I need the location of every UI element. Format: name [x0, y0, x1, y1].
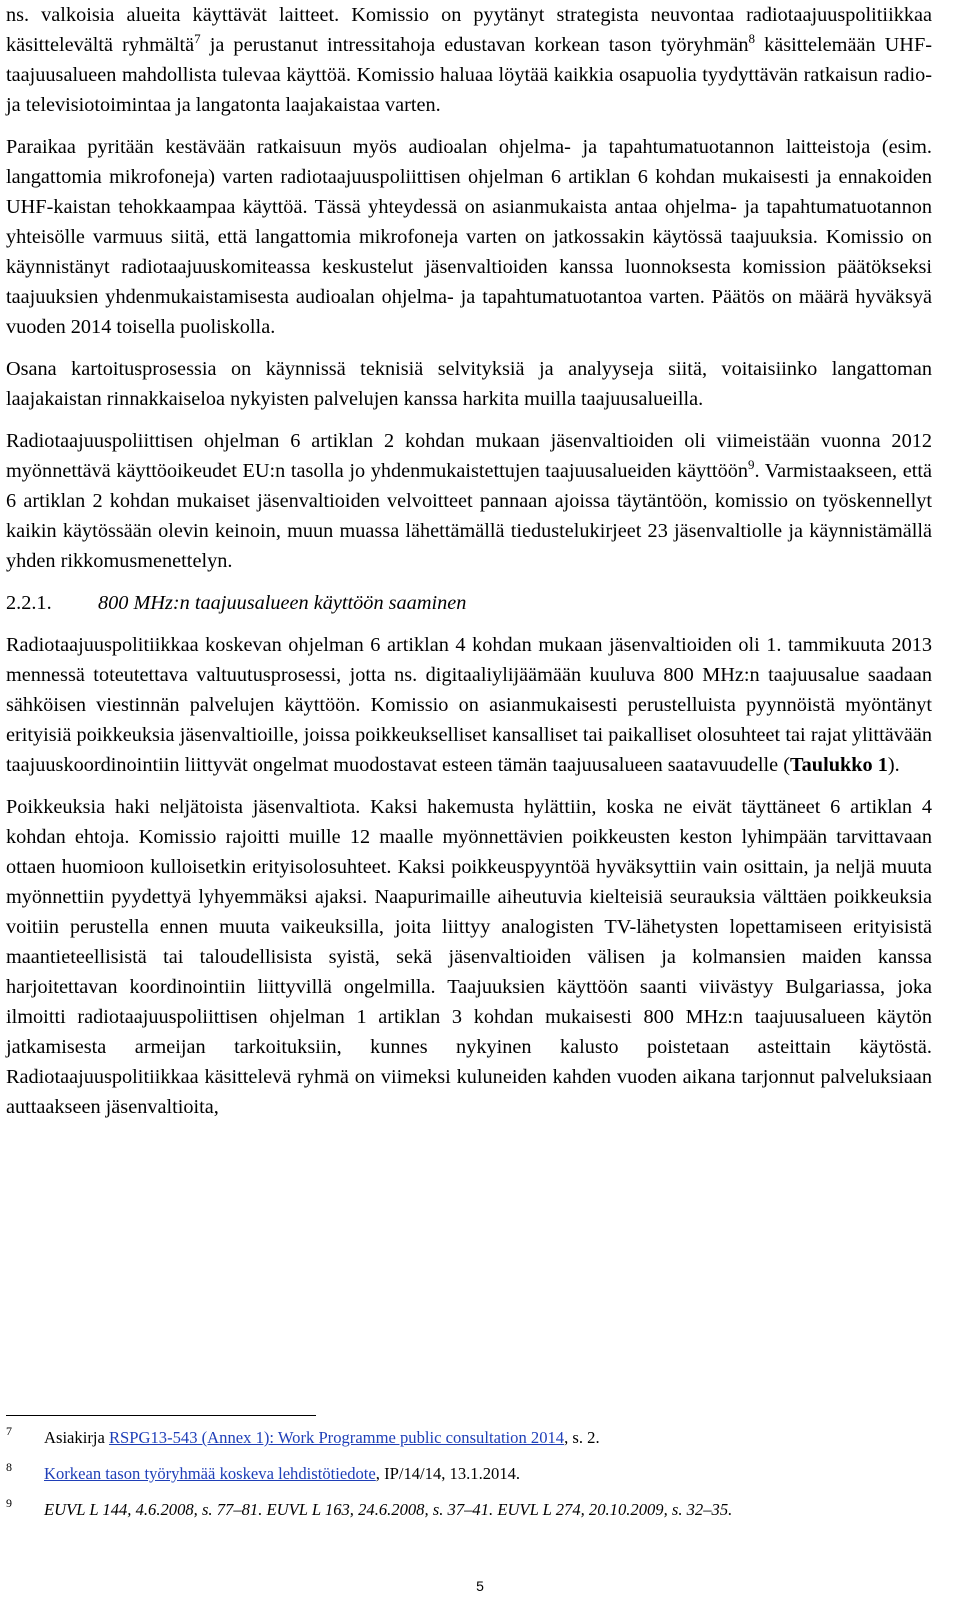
footnote-9	[6, 1497, 932, 1523]
footnote-prefix: Asiakirja	[44, 1428, 109, 1447]
paragraph-4	[6, 426, 932, 576]
footnote-ref-8[interactable]: 8	[748, 31, 756, 47]
footnote-7	[6, 1425, 932, 1451]
footnote-mark: 7	[6, 1424, 12, 1438]
paragraph-5-text-end: ).	[887, 754, 900, 776]
section-heading	[6, 588, 932, 618]
paragraph-4-text: Radiotaajuuspoliittisen ohjelman 6 artiklan 2 kohdan mukaan jäsenvaltioiden oli viimeistään vuonna 2012 myönnettävä käyttöoikeudet EU:n tasolla jo yhdenmukaistettujen taajuusalueiden käyttöön	[6, 430, 932, 482]
footnote-ref-9[interactable]: 9	[748, 457, 755, 473]
footnote-link-rspg[interactable]: RSPG13-543 (Annex 1): Work Programme public consultation 2014	[108, 1428, 565, 1447]
footnotes	[6, 1425, 932, 1533]
paragraph-1	[6, 0, 932, 120]
footnote-body	[44, 1461, 932, 1487]
paragraph-4-text-end: . Varmistaakseen, että 6 artiklan 2 kohdan mukaiset jäsenvaltioiden velvoitteet pannaan ajoissa täytäntöön, komissio on työskennellyt kaikin käytössään olevin keinoin, muun muassa lähettämällä tiedustelukirjeet 23 jäsenvaltiolle ja käynnistämällä yhden rikkomusmenettelyn.	[6, 460, 932, 572]
footnote-8	[6, 1461, 932, 1487]
footnote-suffix: , s. 2.	[564, 1428, 600, 1447]
paragraph-5	[6, 630, 932, 780]
paragraph-1-text: ns. valkoisia alueita käyttävät laitteet. Komissio on pyytänyt strategista neuvontaa radiotaajuuspolitiikkaa käsittelevältä ryhmältä	[6, 4, 932, 56]
footnote-body: EUVL L 144, 4.6.2008, s. 77–81. EUVL L 163, 24.6.2008, s. 37–41. EUVL L 274, 20.10.2009, s. 32–35.	[44, 1500, 733, 1519]
section-title: 800 MHz:n taajuusalueen käyttöön saaminen	[98, 592, 467, 614]
footnote-body	[44, 1425, 932, 1451]
footnote-suffix: , IP/14/14, 13.1.2014.	[375, 1464, 521, 1483]
section-number: 2.2.1.	[6, 592, 52, 614]
paragraph-3: Osana kartoitusprosessia on käynnissä teknisiä selvityksiä ja analyyseja siitä, voitaisiinko langattoman laajakaistan rinnakkaiseloa nykyisten palvelujen kanssa harkita muilla taajuusalueilla.	[6, 358, 932, 410]
footnote-mark: 9	[6, 1496, 12, 1510]
footnote-mark: 8	[6, 1460, 12, 1474]
document-body	[6, 0, 932, 1134]
paragraph-1-text-mid: ja perustanut intressitahoja edustavan korkean tason työryhmän	[200, 34, 749, 56]
paragraph-1-text-end: käsittelemään UHF-taajuusalueen mahdollista tulevaa käyttöä. Komissio haluaa löytää kaikkia osapuolia tyydyttävän ratkaisun radio- ja televisiotoimintaa ja langatonta laajakaistaa varten.	[6, 34, 932, 116]
page-number: 5	[476, 1578, 484, 1594]
paragraph-5-text: Radiotaajuuspolitiikkaa koskevan ohjelman 6 artiklan 4 kohdan mukaan jäsenvaltioiden oli 1. tammikuuta 2013 mennessä toteutettava valtuutusprosessi, jotta ns. digitaaliylijäämään kuuluva 800 MHz:n taajuusalue saadaan sähköisen viestinnän palvelujen käyttöön. Komissio on asianmukaisesti perustelluista pyynnöistä myöntänyt erityisiä poikkeuksia jäsenvaltioille, joissa poikkeukselliset kansalliset tai paikalliset olosuhteet tai rajat ylittävään taajuuskoordinointiin liittyvät ongelmat muodostavat esteen tämän taajuusalueen saatavuudelle (	[6, 634, 932, 776]
paragraph-2: Paraikaa pyritään kestävään ratkaisuun myös audioalan ohjelma- ja tapahtumatuotannon laitteistoja (esim. langattomia mikrofoneja) varten radiotaajuuspoliittisen ohjelman 6 artiklan 6 kohdan mukaisesti ja ennakoiden UHF-kaistan tehokkaampaa käyttöä. Tässä yhteydessä on asianmukaista antaa ohjelma- ja tapahtumatuotannon yhteisölle varmuus siitä, että langattomia mikrofoneja varten on jatkossakin käytössä taajuuksia. Komissio on käynnistänyt radiotaajuuskomiteassa keskustelut jäsenvaltioiden kanssa luonnoksesta komission päätökseksi taajuuksien yhdenmukaistamisesta audioalan ohjelma- ja tapahtumatuotantoa varten. Päätös on määrä hyväksyä vuoden 2014 toisella puoliskolla.	[6, 136, 932, 338]
footnote-ref-7[interactable]: 7	[194, 31, 201, 47]
footnote-link-press-release[interactable]: Korkean tason työryhmää koskeva lehdistötiedote	[44, 1464, 376, 1483]
paragraph-6: Poikkeuksia haki neljätoista jäsenvaltiota. Kaksi hakemusta hylättiin, koska ne eivät täyttäneet 6 artiklan 4 kohdan ehtoja. Komissio rajoitti muille 12 maalle myönnettävien poikkeusten keston lyhimpään tarvittavaan ottaen huomioon kulloisetkin erityisolosuhteet. Kaksi poikkeuspyyntöä hyväksyttiin vain osittain, ja neljä muuta myönnettiin pyydettyä lyhyemmäksi ajaksi. Naapurimaille aiheutuvia kielteisiä seurauksia välttäen poikkeuksia voitiin perustella ennen muuta vaikeuksilla, joita liittyy analogisten TV-lähetysten lopettamiseen erityisistä maantieteellisistä tai taloudellisista syistä, sekä jäsenvaltioiden välisen ja kolmansien maiden kanssa harjoitettavan koordinointiin liittyvillä ongelmilla. Taajuuksien käyttöön saanti viivästyy Bulgariassa, joka ilmoitti radiotaajuuspoliittisen ohjelman 1 artiklan 3 kohdan mukaisesti 800 MHz:n taajuusalueen käytön jatkamisesta armeijan tarkoituksiin, kunnes nykyinen kalusto poistetaan asteittain käytöstä. Radiotaajuuspolitiikkaa käsittelevä ryhmä on viimeksi kuluneiden kahden vuoden aikana tarjonnut palveluksiaan auttaakseen jäsenvaltioita,	[6, 796, 932, 1118]
footnote-divider	[6, 1415, 316, 1416]
table-reference: Taulukko 1	[790, 754, 888, 776]
